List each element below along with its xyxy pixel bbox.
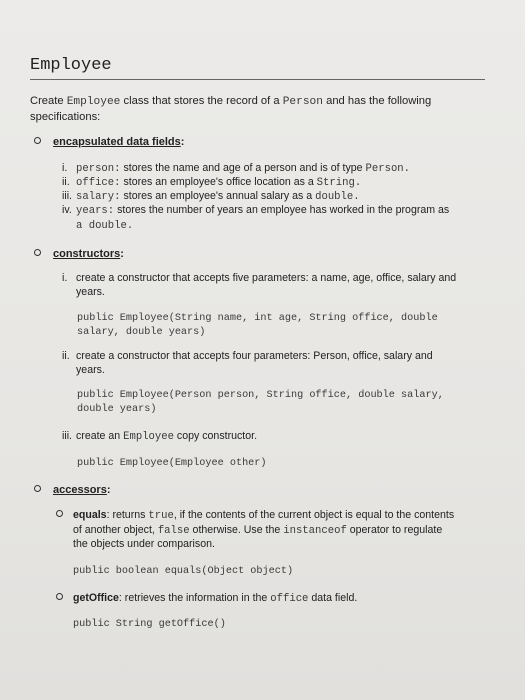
intro-paragraph [30, 94, 490, 125]
bullet-circle-icon [56, 593, 63, 600]
constructor-item-3: iii. create an Employee copy constructor. [62, 430, 258, 443]
constructor-code-2: public Employee(Person person, String office, double salary, double years) [77, 390, 444, 415]
intro-text-2: class that stores the record of a [120, 95, 283, 107]
bullet-circle-icon [56, 510, 63, 517]
constructor-item-2: ii. create a constructor that accepts four parameters: Person, office, salary and years. [62, 350, 433, 376]
constructor-code-3: public Employee(Employee other) [77, 458, 267, 469]
intro-class-name: Employee [66, 96, 121, 108]
bullet-circle-icon [34, 485, 41, 492]
accessor-getoffice-code: public String getOffice() [73, 619, 226, 630]
intro-text-3: and has the following [323, 95, 432, 107]
title-divider [30, 79, 485, 80]
field-item-salary: iii. salary: stores an employee's annual salary as a double. [62, 190, 360, 203]
page-title: Employee [30, 56, 112, 75]
field-item-person: i. person: stores the name and age of a person and is of type Person. [62, 162, 411, 175]
accessor-equals: equals: returns true, if the contents of the current object is equal to the contents of another object, false otherwise. Use the instanceof operator to regulate the objects under comparison. [56, 509, 496, 552]
constructors-heading: constructors: [34, 248, 124, 260]
field-item-years: iv. years: stores the number of years an employee has worked in the program as a double. [62, 204, 450, 232]
bullet-circle-icon [34, 137, 41, 144]
intro-text-1: Create [30, 95, 67, 107]
constructor-code-1: public Employee(String name, int age, String office, double salary, double years) [77, 313, 438, 338]
intro-person-type: Person [282, 96, 323, 108]
bullet-circle-icon [34, 249, 41, 256]
accessor-getoffice: getOffice: retrieves the information in the office data field. [56, 592, 357, 607]
constructor-item-1: i. create a constructor that accepts five parameters: a name, age, office, salary and years. [62, 272, 457, 298]
fields-heading: encapsulated data fields: [34, 136, 184, 148]
accessor-equals-code: public boolean equals(Object object) [73, 566, 294, 577]
accessors-heading: accessors: [34, 484, 111, 496]
intro-text-4: specifications: [30, 111, 101, 123]
field-item-office: ii. office: stores an employee's office location as a String. [62, 176, 362, 189]
